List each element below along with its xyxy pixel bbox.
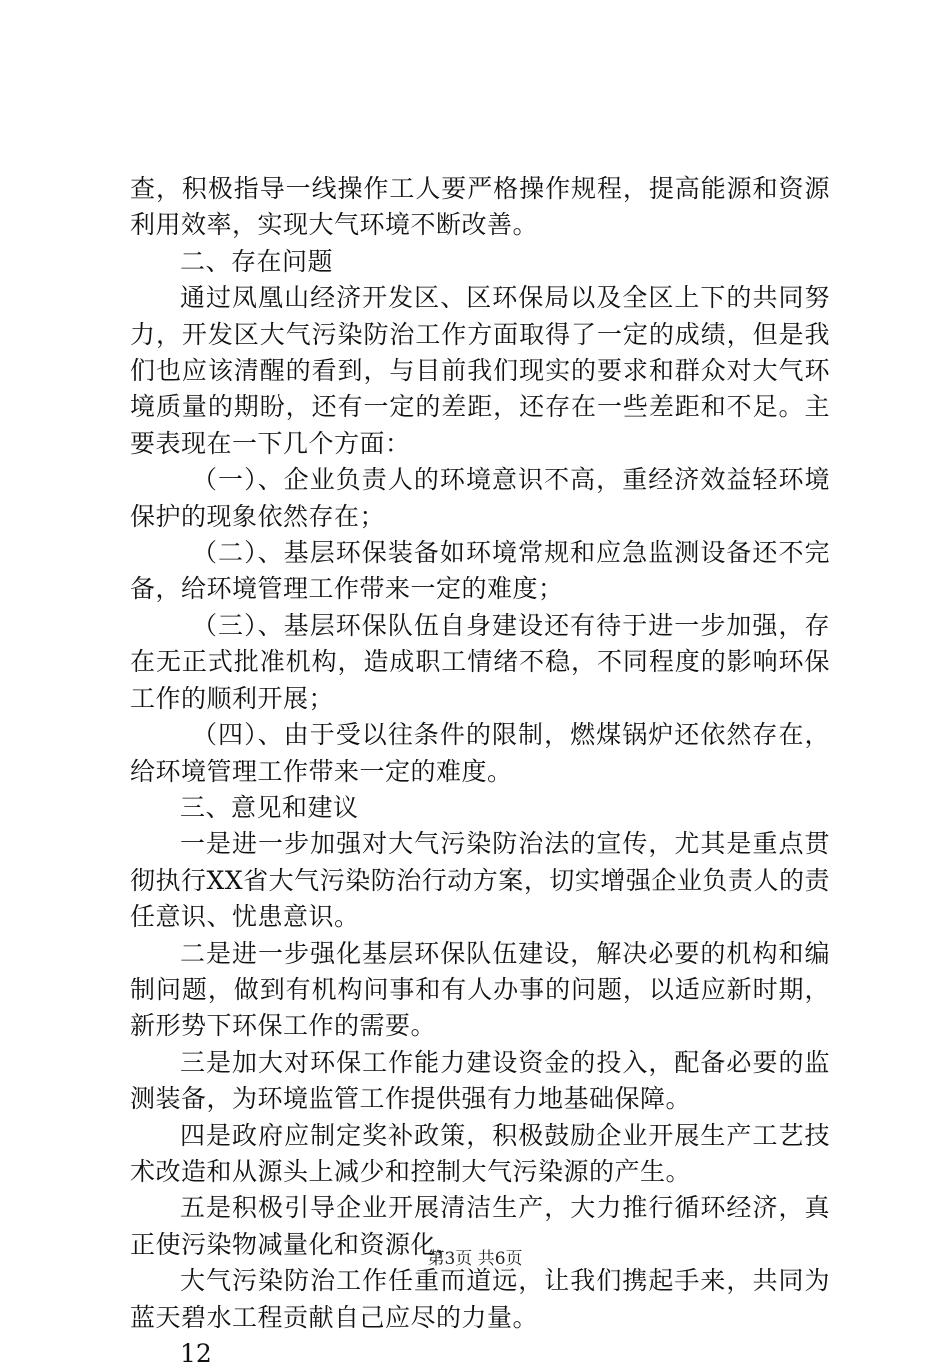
- paragraph-suggestion-3: 三是加大对环保工作能力建设资金的投入，配备必要的监测装备，为环境监管工作提供强有力地基础保障。: [130, 1047, 830, 1114]
- paragraph-continuation: 查，积极指导一线操作工人要严格操作规程，提高能源和资源利用效率，实现大气环境不断改善。: [130, 174, 830, 240]
- paragraph-problems-intro: 通过凤凰山经济开发区、区环保局以及全区上下的共同努力，开发区大气污染防治工作方面取得了一定的成绩，但是我们也应该清醒的看到，与目前我们现实的要求和群众对大气环境质量的期盼，还有一定的差距，还存在一些差距和不足。主要表现在一下几个方面：: [130, 283, 830, 458]
- document-body: [130, 171, 830, 1372]
- paragraph-suggestion-5: 五是积极引导企业开展清洁生产，大力推行循环经济，真正使污染物减量化和资源化，: [130, 1193, 830, 1259]
- inline-number: 12: [180, 1339, 212, 1368]
- paragraph-problem-1: （一）、企业负责人的环境意识不高，重经济效益轻环境保护的现象依然存在；: [130, 465, 830, 531]
- paragraph-closing: 大气污染防治工作任重而道远，让我们携起手来，共同为蓝天碧水工程贡献自己应尽的力量。: [130, 1266, 830, 1332]
- paragraph-suggestion-1: 一是进一步加强对大气污染防治法的宣传，尤其是重点贯彻执行XX省大气污染防治行动方案，切实增强企业负责人的责任意识、忧患意识。: [130, 829, 830, 932]
- page-footer: 第3页 共6页: [427, 1249, 523, 1269]
- section-heading-problems: 二、存在问题: [180, 246, 334, 276]
- paragraph-suggestion-2: 二是进一步强化基层环保队伍建设，解决必要的机构和编制问题，做到有机构问事和有人办事的问题，以适应新时期，新形势下环保工作的需要。: [130, 938, 830, 1041]
- paragraph-problem-4: （四）、由于受以往条件的限制，燃煤锅炉还依然存在，给环境管理工作带来一定的难度。: [130, 720, 830, 786]
- paragraph-suggestion-4: 四是政府应制定奖补政策，积极鼓励企业开展生产工艺技术改造和从源头上减少和控制大气污染源的产生。: [130, 1120, 830, 1186]
- paragraph-problem-2: （二）、基层环保装备如环境常规和应急监测设备还不完备，给环境管理工作带来一定的难度；: [130, 538, 830, 604]
- section-heading-suggestions: 三、意见和建议: [180, 792, 359, 822]
- paragraph-problem-3: （三）、基层环保队伍自身建设还有待于进一步加强，存在无正式批准机构，造成职工情绪不稳，不同程度的影响环保工作的顺利开展；: [130, 610, 830, 713]
